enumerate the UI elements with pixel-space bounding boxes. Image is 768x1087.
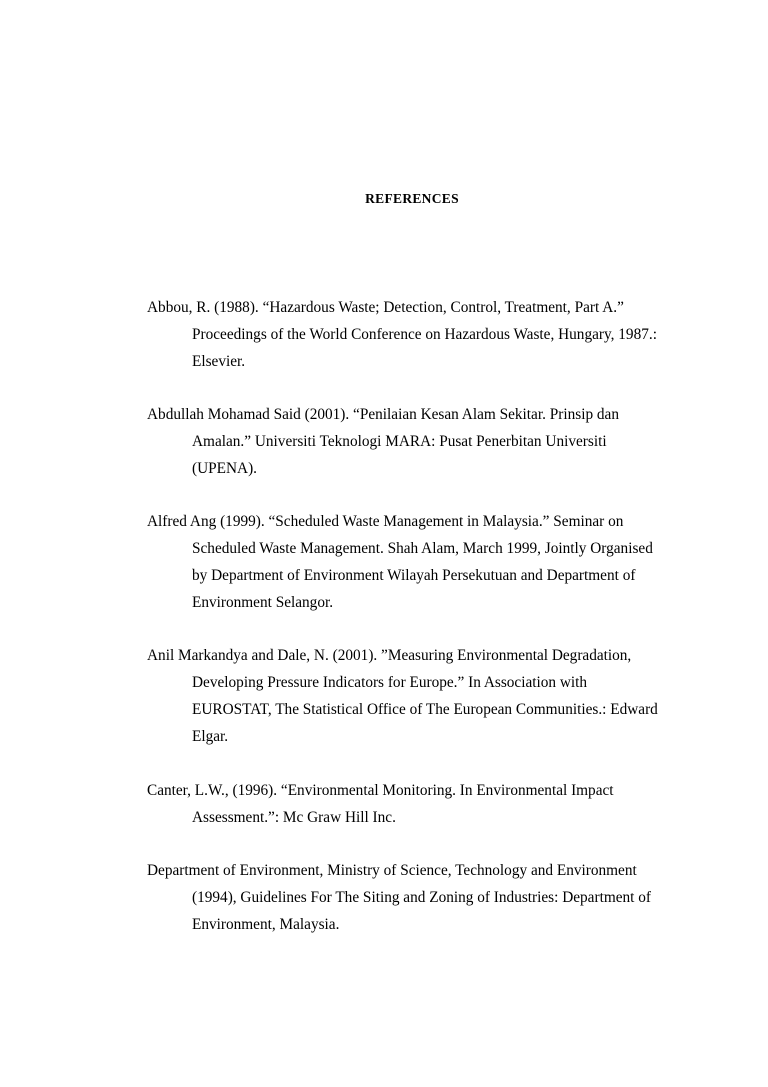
reference-line: Environment Selangor. — [192, 594, 334, 611]
reference-line: (UPENA). — [192, 460, 258, 477]
reference-line: EUROSTAT, The Statistical Office of The European Communities.: Edward — [192, 701, 658, 718]
reference-line: Environment, Malaysia. — [192, 916, 340, 933]
page-heading: REFERENCES — [365, 191, 459, 206]
reference-line: Alfred Ang (1999). “Scheduled Waste Management in Malaysia.” Seminar on — [147, 513, 624, 530]
reference-entry — [147, 401, 687, 482]
reference-line: Proceedings of the World Conference on Hazardous Waste, Hungary, 1987.: — [192, 326, 657, 343]
reference-entry — [147, 642, 687, 750]
reference-line: (1994), Guidelines For The Siting and Zoning of Industries: Department of — [192, 889, 651, 906]
reference-line: Elsevier. — [192, 353, 246, 370]
reference-line: Department of Environment, Ministry of Science, Technology and Environment — [147, 862, 637, 879]
reference-line: Assessment.”: Mc Graw Hill Inc. — [192, 809, 396, 826]
reference-entry — [147, 294, 687, 375]
reference-line: Canter, L.W., (1996). “Environmental Monitoring. In Environmental Impact — [147, 782, 614, 799]
reference-line: by Department of Environment Wilayah Persekutuan and Department of — [192, 567, 636, 584]
reference-entry — [147, 508, 687, 616]
reference-entry — [147, 777, 687, 831]
reference-line: Developing Pressure Indicators for Europe.” In Association with — [192, 674, 588, 691]
reference-line: Elgar. — [192, 728, 229, 745]
reference-line: Abdullah Mohamad Said (2001). “Penilaian Kesan Alam Sekitar. Prinsip dan — [147, 406, 619, 423]
reference-entry — [147, 857, 687, 938]
reference-line: Amalan.” Universiti Teknologi MARA: Pusat Penerbitan Universiti — [192, 433, 607, 450]
reference-line: Abbou, R. (1988). “Hazardous Waste; Detection, Control, Treatment, Part A.” — [147, 299, 624, 316]
reference-line: Anil Markandya and Dale, N. (2001). ”Measuring Environmental Degradation, — [147, 647, 632, 664]
reference-line: Scheduled Waste Management. Shah Alam, March 1999, Jointly Organised — [192, 540, 653, 557]
reference-list — [147, 294, 687, 938]
